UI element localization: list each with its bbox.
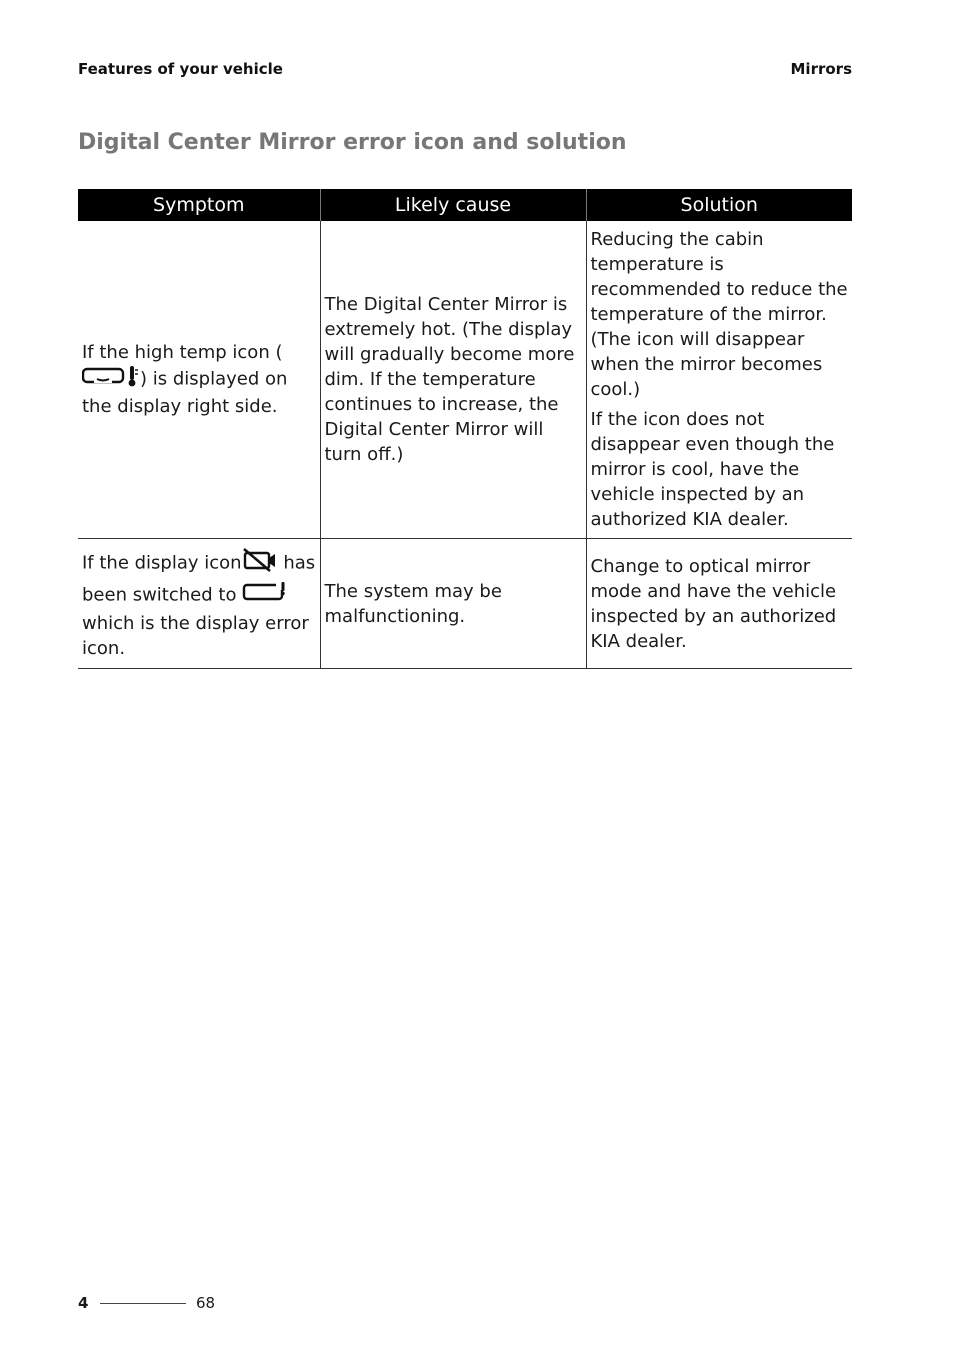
solution-paragraph: Reducing the cabin temperature is recommended to reduce the temperature of the mirror. (The icon will disappear when the mirror becomes cool.) [590, 229, 848, 400]
solution-cell [586, 539, 852, 669]
page-footer [78, 1292, 215, 1314]
likely-cause-text: The system may be malfunctioning. [324, 580, 502, 627]
symptom-cell [78, 539, 320, 669]
error-solution-table [78, 189, 852, 669]
table-row [78, 539, 852, 669]
likely-cause-cell [320, 539, 586, 669]
table-row [78, 221, 852, 539]
high-temp-icon [82, 365, 140, 394]
likely-cause-cell [320, 221, 586, 539]
page-number: 68 [196, 1294, 216, 1312]
running-header [78, 58, 852, 80]
display-error-icon [242, 580, 288, 611]
solution-paragraph: If the icon does not disappear even though the mirror is cool, have the vehicle inspected by an authorized KIA dealer. [590, 409, 835, 530]
likely-cause-text: The Digital Center Mirror is extremely hot. (The display will gradually become more dim. If the temperature continues to increase, the Digital Center Mirror will turn off.) [324, 294, 575, 465]
footer-rule [100, 1303, 186, 1304]
symptom-text: If the high temp icon ( [82, 342, 283, 363]
header-section-title: Mirrors [790, 60, 852, 78]
column-header-symptom: Symptom [78, 189, 320, 221]
chapter-number: 4 [78, 1294, 89, 1312]
symptom-cell [78, 221, 320, 539]
column-header-likely-cause: Likely cause [320, 189, 586, 221]
table-header-row [78, 189, 852, 221]
solution-paragraph: Change to optical mirror mode and have the vehicle inspected by an authorized KIA dealer. [590, 555, 837, 652]
header-chapter-title: Features of your vehicle [78, 60, 283, 78]
column-header-solution: Solution [586, 189, 852, 221]
camera-off-icon [242, 547, 278, 580]
symptom-text-end: which is the display error icon. [82, 612, 309, 659]
section-title: Digital Center Mirror error icon and solution [78, 130, 627, 155]
symptom-text: If the display icon [82, 552, 242, 573]
symptom-text-continued: ) is displayed on the display right side. [82, 368, 288, 417]
solution-cell [586, 221, 852, 539]
symptom-text-continued: has been switched to [82, 552, 316, 605]
